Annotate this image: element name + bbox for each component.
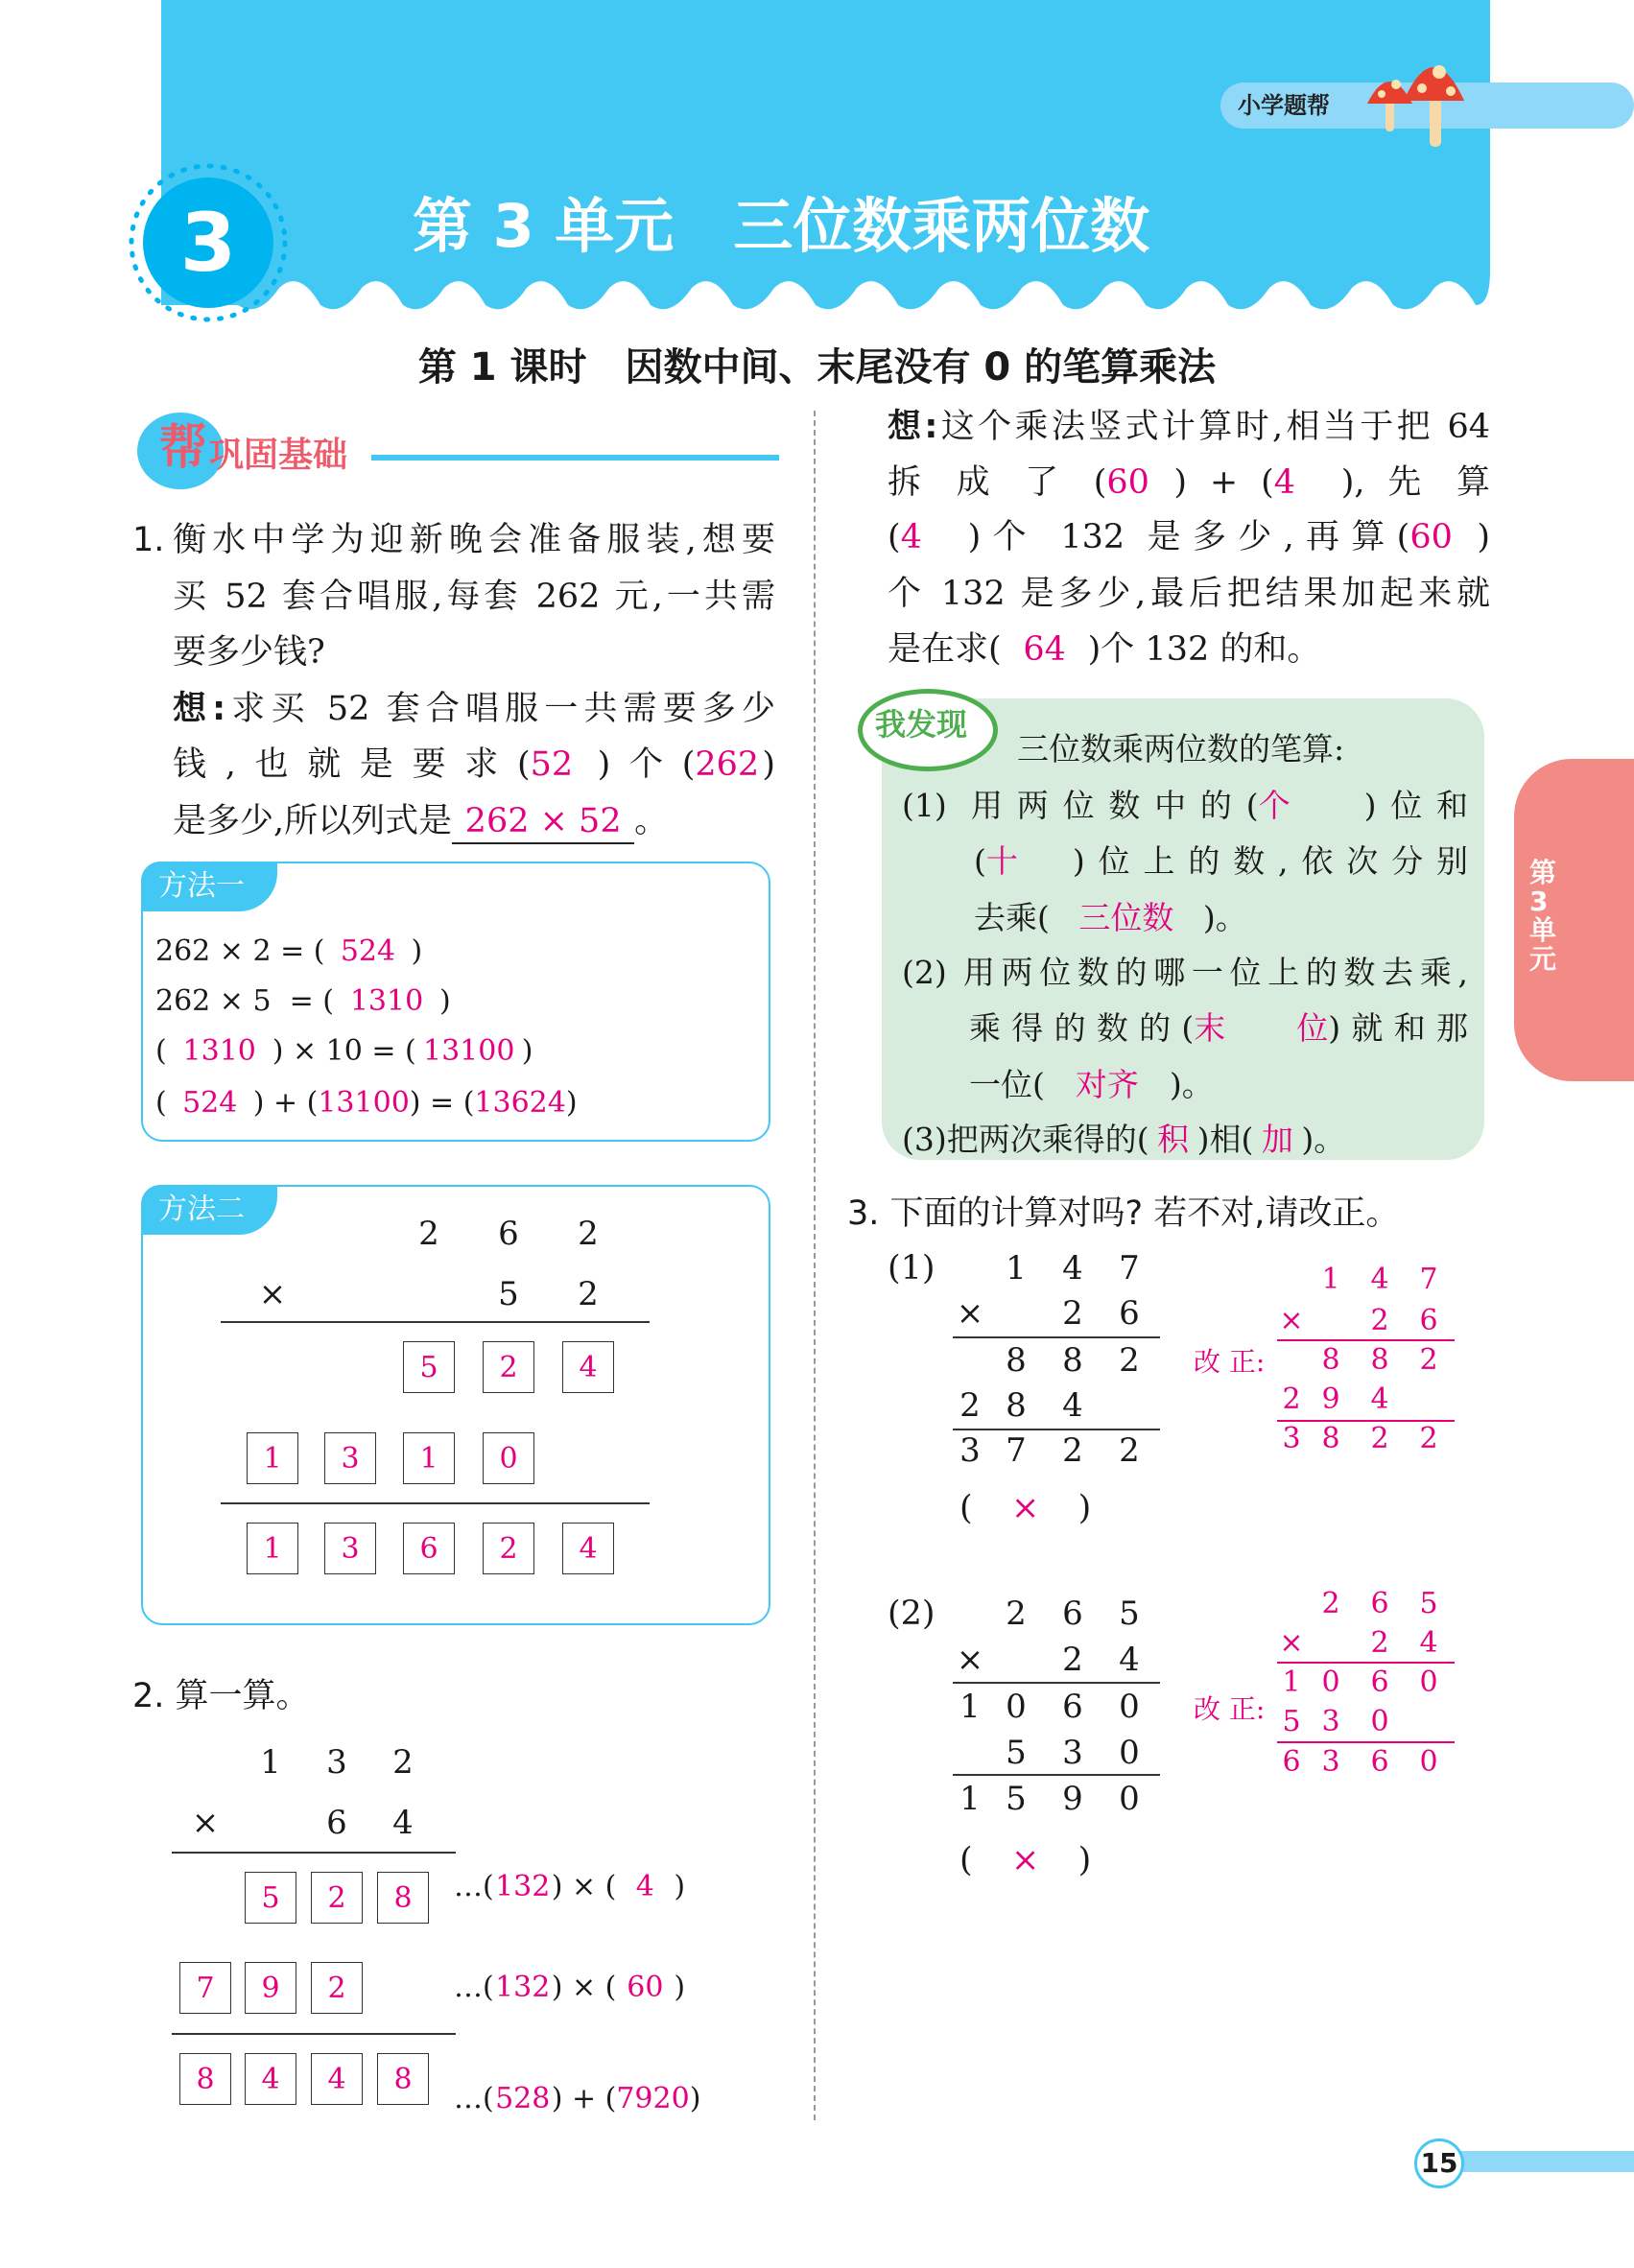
answer-box[interactable]: 3 [324, 1432, 376, 1484]
calc-digit: 0 [1419, 1666, 1438, 1699]
answer-box[interactable]: 8 [179, 2053, 231, 2105]
text: )个( [597, 745, 696, 784]
multiply-sign: × [258, 1275, 287, 1313]
discovery-line [974, 897, 1247, 939]
text: ) [762, 745, 776, 784]
calc-digit: 8 [1006, 1386, 1027, 1425]
calc-digit: 6 [1370, 1666, 1389, 1699]
calc-digit: 1 [1006, 1249, 1027, 1288]
text: ), 先 算 [1340, 463, 1490, 502]
calc-digit: 2 [1062, 1431, 1083, 1470]
answer-box[interactable]: 2 [483, 1341, 534, 1393]
calc-rule [172, 2033, 456, 2035]
text: 个 132 是多少,最后把结果加起来就 [888, 575, 1490, 613]
q2-note [454, 2078, 700, 2120]
calc-rule [953, 1429, 1160, 1430]
calc-digit: 3 [1321, 1705, 1340, 1738]
method1-line [155, 980, 451, 1023]
answer-box[interactable]: 1 [403, 1432, 455, 1484]
calc-digit: 3 [959, 1431, 981, 1470]
text: )。 [1169, 1066, 1214, 1103]
text: ( [888, 518, 901, 556]
answer-box[interactable]: 2 [311, 1962, 363, 2014]
calc-digit: 6 [1370, 1587, 1389, 1620]
calc-digit: 0 [1006, 1688, 1027, 1726]
text: 是在求( [888, 630, 1002, 669]
answer-text: 对齐 [1075, 1066, 1139, 1103]
answer-box[interactable]: 4 [562, 1523, 614, 1574]
answer-text: 末位 [1194, 1009, 1329, 1047]
discovery-line [1017, 728, 1344, 770]
calc-digit: 2 [1119, 1341, 1140, 1380]
column-divider [814, 411, 816, 2120]
correction-label: 改 正: [1194, 1346, 1266, 1378]
calc-digit: 2 [1062, 1294, 1083, 1333]
calc-digit: 7 [1006, 1431, 1027, 1470]
text: 。 [634, 802, 669, 840]
calc-rule [1277, 1339, 1455, 1341]
calc-rule [1277, 1662, 1455, 1664]
answer-text: 13100 [318, 1086, 410, 1120]
answer-box[interactable]: 9 [245, 1962, 296, 2014]
answer-box[interactable]: 2 [483, 1523, 534, 1574]
think-line [888, 573, 1490, 615]
text: ) [689, 2082, 701, 2115]
calc-digit: 5 [1282, 1705, 1301, 1738]
calc-digit: 6 [498, 1215, 519, 1253]
calc-digit: 7 [1419, 1263, 1438, 1296]
answer-text: 1310 [182, 1034, 256, 1068]
text: )位上的数,依次分别 [1072, 842, 1468, 880]
answer-box[interactable]: 5 [403, 1341, 455, 1393]
q2-note [454, 1866, 685, 1908]
text: ) [674, 1971, 686, 2004]
answer-text: 13100 [423, 1034, 515, 1068]
calc-digit: 3 [1282, 1422, 1301, 1455]
answer-box[interactable]: 7 [179, 1962, 231, 2014]
text: ) × 10 = ( [272, 1034, 416, 1068]
judgement-mark: × [1010, 1489, 1040, 1527]
text: )就和那 [1328, 1009, 1468, 1047]
text: 拆 成 了 ( [888, 463, 1107, 502]
text: 三位数乘两位数的笔算: [1017, 730, 1345, 768]
answer-box[interactable]: 0 [483, 1432, 534, 1484]
calc-digit: 7 [1119, 1249, 1140, 1288]
multiply-sign: × [191, 1804, 220, 1842]
multiply-sign: × [1279, 1626, 1304, 1660]
text: …( [454, 1971, 494, 2004]
q2-note [454, 1967, 685, 2009]
text: ) [1477, 518, 1490, 556]
discovery-line [974, 840, 1468, 883]
answer-underline: 262 × 52 [452, 800, 634, 844]
answer-box[interactable]: 6 [403, 1523, 455, 1574]
calc-digit: 4 [1370, 1263, 1389, 1296]
text: ) × ( [551, 1971, 617, 2004]
discovery-line [969, 1007, 1468, 1050]
text: )。 [1202, 899, 1247, 936]
calc-rule [1277, 1420, 1455, 1422]
calc-digit: 2 [1006, 1595, 1027, 1633]
calc-digit: 9 [1321, 1382, 1340, 1416]
calc-digit: 1 [1282, 1666, 1301, 1699]
section-rule [371, 455, 779, 461]
calc-digit: 2 [578, 1215, 599, 1253]
q3-item-label: (2) [888, 1595, 935, 1633]
calc-digit: 2 [1321, 1587, 1340, 1620]
calc-digit: 6 [326, 1804, 347, 1842]
text: )。 [1301, 1121, 1346, 1158]
calc-digit: 1 [260, 1743, 281, 1782]
q1-line [173, 631, 325, 673]
calc-digit: 5 [1006, 1734, 1027, 1772]
calc-digit: 2 [1370, 1626, 1389, 1660]
answer-box[interactable]: 1 [247, 1523, 298, 1574]
label-bold: 想: [888, 408, 938, 446]
calc-digit: 2 [1370, 1304, 1389, 1337]
answer-text: 524 [340, 934, 396, 968]
calc-digit: 5 [1419, 1587, 1438, 1620]
calc-digit: 4 [1419, 1626, 1438, 1660]
discovery-line [969, 1064, 1214, 1106]
answer-box[interactable]: 4 [311, 2053, 363, 2105]
q1-number: 1. [132, 521, 165, 559]
text: )个 132 的和。 [1087, 630, 1321, 669]
calc-digit: 4 [392, 1804, 414, 1842]
calc-digit: 6 [1370, 1745, 1389, 1779]
calc-digit: 2 [418, 1215, 439, 1253]
calc-digit: 9 [1062, 1780, 1083, 1818]
text: )个 132 是多少,再算( [967, 518, 1410, 556]
calc-digit: 2 [578, 1275, 599, 1313]
answer-box[interactable]: 8 [377, 1872, 429, 1924]
text: ( [155, 1086, 167, 1120]
text: 去乘( [974, 899, 1050, 936]
calc-digit: 6 [1062, 1595, 1083, 1633]
calc-digit: 1 [959, 1688, 981, 1726]
answer-text: 4 [900, 518, 922, 556]
think-line [888, 628, 1320, 671]
answer-box[interactable]: 8 [377, 2053, 429, 2105]
calc-digit: 2 [1119, 1431, 1140, 1470]
calc-digit: 4 [1062, 1249, 1083, 1288]
text: ) + ( [252, 1086, 319, 1120]
discovery-line [902, 785, 1468, 827]
calc-digit: 4 [1062, 1386, 1083, 1425]
text: 衡水中学为迎新晚会准备服装,想要 [173, 521, 775, 559]
unit-title: 第 3 单元 三位数乘两位数 [413, 191, 1150, 261]
calc-digit: 2 [1419, 1422, 1438, 1455]
method1-line [155, 1030, 533, 1073]
judgement-mark: × [1010, 1841, 1040, 1879]
q3-judgement[interactable]: ( × ) [959, 1489, 1092, 1527]
method2-box [141, 1185, 770, 1625]
discovery-line [902, 952, 1468, 994]
q1-line [173, 688, 775, 730]
calc-digit: 3 [326, 1743, 347, 1782]
calc-rule [221, 1321, 650, 1323]
text: )位和 [1363, 787, 1469, 824]
page-number: 15 [1414, 2138, 1464, 2188]
answer-text: 13624 [474, 1086, 566, 1120]
text: )相( [1196, 1121, 1254, 1158]
text: ) [565, 1086, 578, 1120]
text: 求买 52 套合唱服一共需要多少 [225, 690, 776, 728]
q3-judgement[interactable]: ( × ) [959, 1841, 1092, 1879]
calc-digit: 6 [1419, 1304, 1438, 1337]
multiply-sign: × [956, 1641, 984, 1679]
calc-digit: 8 [1006, 1341, 1027, 1380]
answer-text: 262 [695, 745, 760, 784]
calc-digit: 6 [1119, 1294, 1140, 1333]
method1-line [155, 931, 422, 973]
calc-rule [221, 1502, 650, 1504]
q3-item-label: (1) [888, 1249, 935, 1288]
calc-digit: 0 [1119, 1688, 1140, 1726]
text: ) + ( [1173, 463, 1274, 502]
answer-text: 加 [1261, 1121, 1293, 1158]
q1-line [173, 576, 775, 618]
calc-digit: 0 [1119, 1780, 1140, 1818]
answer-text: 十 [985, 842, 1018, 880]
calc-digit: 0 [1419, 1745, 1438, 1779]
q3-title: 3. 下面的计算对吗? 若不对,请改正。 [847, 1194, 1400, 1233]
calc-digit: 2 [1062, 1641, 1083, 1679]
text: 262 × 2 = ( [155, 934, 325, 968]
calc-digit: 8 [1321, 1343, 1340, 1377]
calc-digit: 8 [1370, 1343, 1389, 1377]
q1-line [173, 744, 775, 786]
answer-text: 528 [495, 2082, 551, 2115]
think-line [888, 461, 1490, 504]
answer-text: 4 [635, 1870, 654, 1903]
correction-label: 改 正: [1194, 1693, 1266, 1725]
calc-digit: 8 [1321, 1422, 1340, 1455]
answer-text: 60 [1106, 463, 1149, 502]
calc-digit: 3 [1321, 1745, 1340, 1779]
calc-digit: 2 [392, 1743, 414, 1782]
text: ) = ( [409, 1086, 475, 1120]
calc-digit: 6 [1062, 1688, 1083, 1726]
text: (2) 用两位数的哪一位上的数去乘, [902, 954, 1468, 991]
answer-text: 132 [495, 1971, 551, 2004]
text: 买 52 套合唱服,每套 262 元,一共需 [173, 578, 775, 616]
multiply-sign: × [956, 1294, 984, 1333]
text: ( [974, 842, 986, 880]
answer-text: 60 [1409, 518, 1453, 556]
text: (3)把两次乘得的( [902, 1121, 1149, 1158]
text: ) + ( [551, 2082, 617, 2115]
calc-digit: 4 [1370, 1382, 1389, 1416]
label-bold: 想: [173, 690, 226, 728]
calc-digit: 0 [1119, 1734, 1140, 1772]
text: 乘得的数的( [969, 1009, 1195, 1047]
answer-box[interactable]: 3 [324, 1523, 376, 1574]
answer-text: 个 [1258, 787, 1291, 824]
q2-title: 2. 算一算。 [132, 1677, 310, 1715]
answer-text: 52 [530, 745, 574, 784]
calc-digit: 6 [1282, 1745, 1301, 1779]
answer-text: 60 [627, 1971, 664, 2004]
method1-label: 方法一 [141, 862, 277, 911]
calc-digit: 2 [1370, 1422, 1389, 1455]
brand-label: 小学题帮 [1238, 92, 1330, 119]
think-line [888, 516, 1490, 558]
text: 钱,也就是要求( [173, 745, 531, 784]
answer-text: 132 [495, 1870, 551, 1903]
multiply-sign: × [1279, 1304, 1304, 1337]
calc-rule [1277, 1741, 1455, 1743]
q1-line [173, 800, 668, 844]
unit-number: 3 [179, 196, 237, 290]
answer-box[interactable]: 4 [562, 1341, 614, 1393]
text: 一位( [969, 1066, 1045, 1103]
answer-text: 4 [1273, 463, 1296, 502]
calc-rule [172, 1852, 456, 1854]
discovery-line [902, 1119, 1345, 1161]
q1-line [173, 519, 775, 561]
calc-digit: 5 [1119, 1595, 1140, 1633]
answer-text: 7920 [616, 2082, 690, 2115]
answer-box[interactable]: 1 [247, 1432, 298, 1484]
think-line [888, 406, 1490, 448]
answer-box[interactable]: 2 [311, 1872, 363, 1924]
calc-digit: 1 [959, 1780, 981, 1818]
section-badge-char: 帮 [159, 419, 207, 475]
answer-box[interactable]: 4 [245, 2053, 296, 2105]
text: 这个乘法竖式计算时,相当于把 64 [937, 408, 1491, 446]
calc-digit: 2 [1282, 1382, 1301, 1416]
text: ) [674, 1870, 686, 1903]
section-label: 巩固基础 [209, 436, 348, 475]
answer-box[interactable]: 5 [245, 1872, 296, 1924]
text: (1) 用两位数中的( [902, 787, 1259, 824]
text: …( [454, 1870, 494, 1903]
banner-wave-shape [161, 0, 1490, 309]
text: 262 × 5 = ( [155, 984, 335, 1018]
text: ) [411, 934, 423, 968]
calc-digit: 2 [959, 1386, 981, 1425]
calc-digit: 8 [1062, 1341, 1083, 1380]
page-number-bar [1436, 2151, 1634, 2172]
text: ) [521, 1034, 533, 1068]
answer-text: 64 [1023, 630, 1066, 669]
calc-digit: 1 [1321, 1263, 1340, 1296]
calc-rule [953, 1774, 1160, 1776]
text: 要多少钱? [173, 633, 325, 672]
calc-digit: 5 [1006, 1780, 1027, 1818]
answer-text: 积 [1157, 1121, 1190, 1158]
calc-rule [953, 1336, 1160, 1338]
text: ) [439, 984, 451, 1018]
method2-label: 方法二 [141, 1185, 277, 1235]
calc-digit: 0 [1370, 1705, 1389, 1738]
side-unit-tab-label: 第3单元 [1529, 857, 1557, 975]
lesson-title: 第 1 课时 因数中间、末尾没有 0 的笔算乘法 [417, 345, 1217, 390]
answer-text: 1310 [349, 984, 424, 1018]
method1-line [155, 1082, 578, 1124]
text: ( [155, 1034, 167, 1068]
calc-digit: 0 [1321, 1666, 1340, 1699]
calc-digit: 4 [1119, 1641, 1140, 1679]
calc-digit: 2 [1419, 1343, 1438, 1377]
answer-text: 三位数 [1078, 899, 1174, 936]
text: ) × ( [551, 1870, 617, 1903]
calc-digit: 3 [1062, 1734, 1083, 1772]
calc-rule [953, 1682, 1160, 1684]
text: 是多少,所以列式是 [173, 802, 453, 840]
calc-digit: 5 [498, 1275, 519, 1313]
discovery-badge: 我发现 [875, 706, 968, 743]
answer-text: 524 [182, 1086, 238, 1120]
text: …( [454, 2082, 494, 2115]
